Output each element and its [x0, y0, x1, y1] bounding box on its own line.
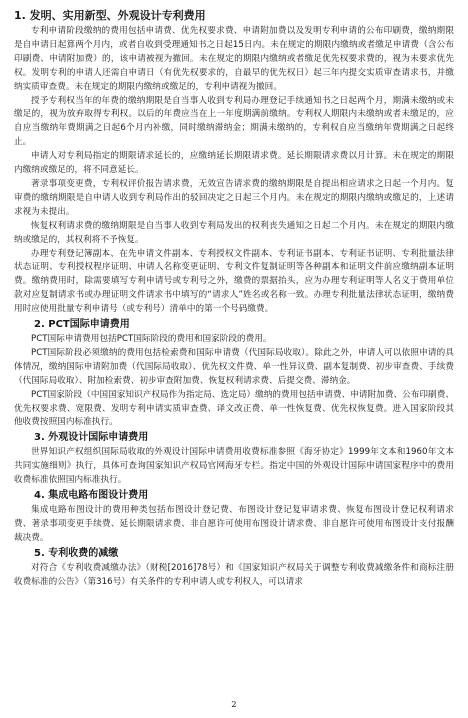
section-4-heading: 4. 集成电路布图设计费用 [34, 490, 149, 502]
section-5-paragraph: 对符合《专利收费减缴办法》（财税[2016]78号）和《国家知识产权局关于调整专利收费减缴条件和商标注册收费标准的公告》（第316号）有关条件的专利申请人或专利权人，可以请求 [14, 562, 454, 587]
section-1-heading: 1. 发明、实用新型、外观设计专利费用 [14, 9, 206, 22]
page-number: 2 [231, 700, 237, 710]
section-2-paragraph: PCT国际阶段必须缴纳的费用包括检索费和国际申请费（代国际局收取）。除此之外，申请人可以依照申请的具体情况，缴纳国际申请附加费（代国际局收取）、优先权文件费、单一性异议费、副本复制费、初步审查费、手续费（代国际局收取）、附加检索费、初步审查附加费、恢复权利请求费、后提交费、滞纳金。 [14, 347, 454, 386]
section-3-heading: 3. 外观设计国际申请费用 [34, 432, 149, 444]
section-2-paragraph: PCT国家阶段（中国国家知识产权局作为指定局、选定局）缴纳的费用包括申请费、申请附加费、公布印刷费、优先权要求费、宽限费、发明专利申请实质审查费、译文改正费、单一性恢复费、优先权恢复费。进入国家阶段其他收费按照国内标准执行。 [14, 389, 454, 428]
section-1-paragraph: 著录事项变更费，专利权评价报告请求费，无效宣告请求费的缴纳期限是自提出相应请求之日起一个月内。复审费的缴纳期限是自申请人收到专利局作出的驳回决定之日起三个月内。未在规定的期限内缴纳或缴足的，上述请求视为未提出。 [14, 178, 454, 217]
section-1-paragraph: 办理专利登记簿副本、在先申请文件副本、专利授权文件副本、专利证书副本、专利证书证明、专利批量法律状态证明、专利授权程序证明、申请人名称变更证明、专利文件复制证明等各种副本和证明文件前应缴纳副本证明费。缴纳费用时，除需要填写专利申请号或专利号之外，缴费的票据抬头，应为办理专利证明等人名义于费用单位款对应复制请求书或办理证明文件请求书中填写的“请求人”姓名或名称一致。办理专利批量法律状态证明，缴纳费用时应使用批量专利申请号（或专利号）清单中的第一个号码缴费。 [14, 248, 454, 315]
section-1-paragraph: 专利申请阶段缴纳的费用包括申请费、优先权要求费、申请附加费以及发明专利申请的公布印刷费，缴纳期限是自申请日起算两个月内，或者自收到受理通知书之日起15日内。未在规定的期限内缴纳或者缴足申请费（含公布印刷费、申请附加费）的，该申请被视为撤回。未在规定的期限内缴纳或者缴足优先权要求费的，视为未要求优先权。发明专利的申请人还需自申请日（有优先权要求的，自最早的优先权日）起三年内提交实质审查请求书，并缴纳实质审查费。未在规定的期限内缴纳或缴足的，专利申请视为撤回。 [14, 26, 454, 92]
section-5-heading: 5. 专利收费的减缴 [34, 547, 119, 559]
section-1-paragraph: 恢复权利请求费的缴纳期限是自当事人收到专利局发出的权利丧失通知之日起二个月内。未在规定的期限内缴纳或缴足的，其权利将不予恢复。 [14, 220, 454, 245]
section-2-paragraph: PCT国际申请费用包括PCT国际阶段的费用和国家阶段的费用。 [31, 334, 272, 345]
section-1-paragraph: 授予专利权当年的年费的缴纳期限是自当事人收到专利局办理登记手续通知书之日起两个月，期满未缴纳或未缴足的，视为放弃取得专利权。以后的年费应当在上一年度期满前缴纳。专利权人期限内未缴纳或者未缴足的，应自应当缴纳年费期满之日起6个月内补缴，同时缴纳滞纳金；期满未缴纳的，专利权自应当缴纳年费期满之日起终止。 [14, 95, 454, 148]
section-2-heading: 2. PCT国际申请费用 [34, 319, 130, 331]
section-3-paragraph: 世界知识产权组织国际局收取的外观设计国际申请费用收费标准参照《海牙协定》1999年文本和1960年文本共同实施细则》执行，具体可查询国家知识产权局官网海牙专栏。指定中国的外观设计国际申请国家程序中的费用收费标准依照国内标准执行。 [14, 447, 454, 486]
section-1-paragraph: 申请人对专利局指定的期限请求延长的，应缴纳延长期限请求费。延长期限请求费以月计算。未在规定的期限内缴纳或缴足的，将不同意延长。 [14, 151, 454, 176]
section-4-paragraph: 集成电路布图设计的费用种类包括布图设计登记费、布图设计登记复审请求费、恢复布图设计登记权利请求费、著录事项变更手续费、延长期限请求费、非自愿许可使用布图设计请求费、非自愿许可使用布图设计支付报酬裁决费。 [14, 505, 454, 543]
